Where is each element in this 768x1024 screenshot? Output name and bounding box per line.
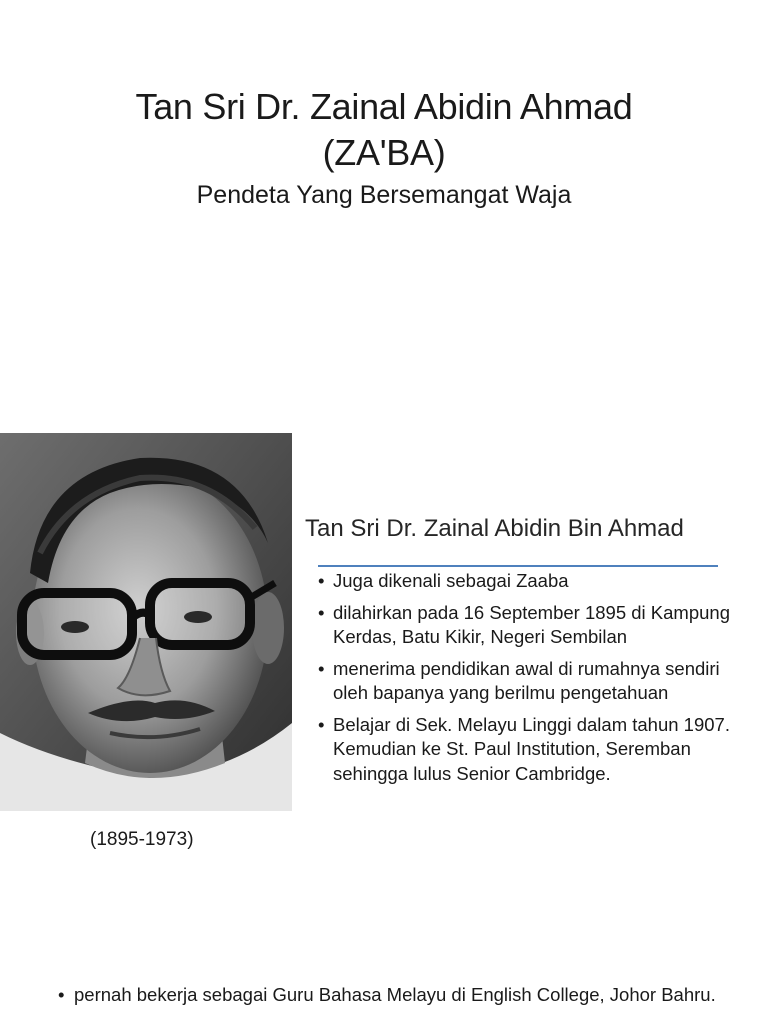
bullet-icon: • <box>318 713 325 735</box>
list-item <box>318 713 758 787</box>
footer-bullet-list <box>58 983 748 1007</box>
bullet-text: pernah bekerja sebagai Guru Bahasa Melayu di English College, Johor Bahru. <box>74 984 716 1005</box>
list-item <box>318 601 758 650</box>
portrait-illustration <box>0 433 292 811</box>
bullet-text: dilahirkan pada 16 September 1895 di Kampung Kerdas, Batu Kikir, Negeri Sembilan <box>333 601 731 647</box>
list-item <box>318 657 758 706</box>
list-item <box>318 569 758 594</box>
bullet-text: Juga dikenali sebagai Zaaba <box>333 570 569 591</box>
bullet-text: menerima pendidikan awal di rumahnya sendiri oleh bapanya yang berilmu pengetahuan <box>333 657 720 703</box>
list-item <box>58 983 748 1007</box>
portrait-caption: (1895-1973) <box>90 829 194 850</box>
bullet-icon: • <box>318 570 325 591</box>
slide-title <box>0 84 768 176</box>
bio-bullet-list <box>318 569 758 793</box>
bullet-icon: • <box>318 601 325 623</box>
slide-title-line-2: (ZA'BA) <box>322 132 446 173</box>
slide-title-line-1: Tan Sri Dr. Zainal Abidin Ahmad <box>135 86 633 127</box>
slide-subtitle: Pendeta Yang Bersemangat Waja <box>196 181 572 209</box>
portrait-photo <box>0 433 292 811</box>
bio-heading: Tan Sri Dr. Zainal Abidin Bin Ahmad <box>305 515 684 542</box>
bullet-icon: • <box>318 657 325 679</box>
heading-divider <box>318 565 718 567</box>
bullet-text: Belajar di Sek. Melayu Linggi dalam tahun 1907. Kemudian ke St. Paul Institution, Seremban sehingga lulus Senior Cambridge. <box>333 713 730 784</box>
bullet-icon: • <box>58 984 65 1005</box>
